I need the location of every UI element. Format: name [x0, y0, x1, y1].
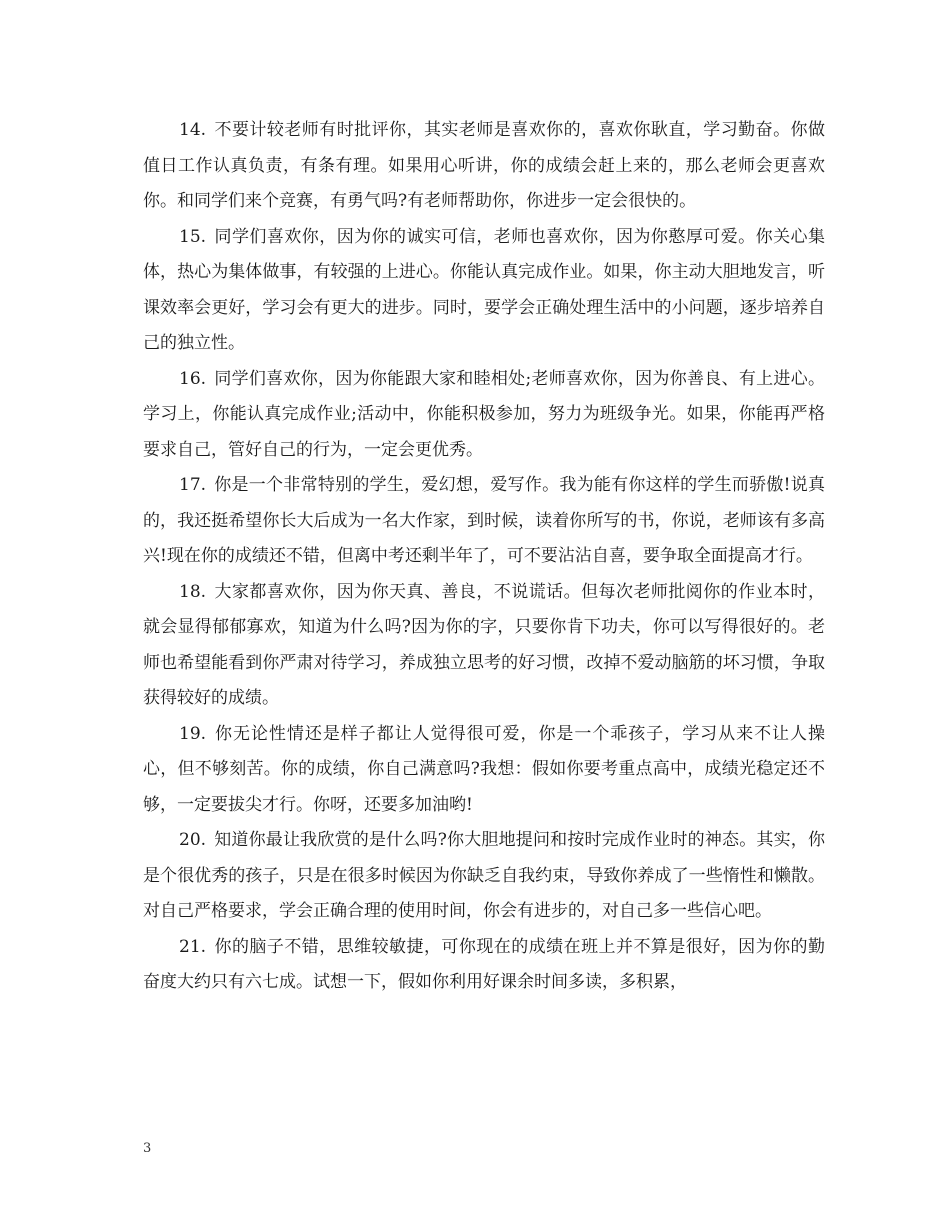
paragraph-number: 21.	[179, 936, 207, 957]
paragraph-text: 你是一个非常特别的学生，爱幻想，爱写作。我为能有你这样的学生而骄傲!说真的，我还挺希望你长大后成为一名大作家，到时候，读着你所写的书，你说，老师该有多高兴!现在你的成绩还不错，但离中考还剩半年了，可不要沾沾自喜，要争取全面提高才行。	[143, 475, 825, 566]
paragraph-18	[143, 575, 825, 717]
paragraph-number: 18.	[179, 581, 207, 602]
paragraph-number: 17.	[179, 475, 207, 495]
paragraph-number: 16.	[179, 368, 207, 389]
paragraph-text: 知道你最让我欣赏的是什么吗?你大胆地提问和按时完成作业时的神态。其实，你是个很优秀的孩子，只是在很多时候因为你缺乏自我约束，导致你养成了一些惰性和懒散。对自己严格要求，学会正确合理的使用时间，你会有进步的，对自己多一些信心吧。	[143, 830, 825, 921]
paragraph-number: 15.	[179, 226, 207, 247]
document-body	[143, 113, 825, 1001]
page-number: 3	[143, 1141, 152, 1156]
paragraph-15	[143, 220, 825, 362]
paragraph-16	[143, 362, 825, 469]
paragraph-14	[143, 113, 825, 220]
paragraph-17	[143, 468, 825, 575]
paragraph-20	[143, 823, 825, 930]
paragraph-number: 20.	[179, 830, 207, 850]
paragraph-number: 19.	[179, 723, 207, 744]
paragraph-text: 同学们喜欢你，因为你能跟大家和睦相处;老师喜欢你，因为你善良、有上进心。学习上，你能认真完成作业;活动中，你能积极参加，努力为班级争光。如果，你能再严格要求自己，管好自己的行为，一定会更优秀。	[143, 368, 825, 460]
paragraph-text: 大家都喜欢你，因为你天真、善良，不说谎话。但每次老师批阅你的作业本时，就会显得郁郁寡欢，知道为什么吗?因为你的字，只要你肯下功夫，你可以写得很好的。老师也希望能看到你严肃对待学习，养成独立思考的好习惯，改掉不爱动脑筋的坏习惯，争取获得较好的成绩。	[143, 581, 825, 708]
paragraph-text: 不要计较老师有时批评你，其实老师是喜欢你的，喜欢你耿直，学习勤奋。你做值日工作认真负责，有条有理。如果用心听讲，你的成绩会赶上来的，那么老师会更喜欢你。和同学们来个竞赛，有勇气吗?有老师帮助你，你进步一定会很快的。	[143, 120, 825, 211]
paragraph-number: 14.	[179, 120, 207, 140]
paragraph-text: 同学们喜欢你，因为你的诚实可信，老师也喜欢你，因为你憨厚可爱。你关心集体，热心为集体做事，有较强的上进心。你能认真完成作业。如果，你主动大胆地发言，听课效率会更好，学习会有更大的进步。同时，要学会正确处理生活中的小问题，逐步培养自己的独立性。	[143, 226, 825, 353]
paragraph-19	[143, 717, 825, 824]
paragraph-text: 你的脑子不错，思维较敏捷，可你现在的成绩在班上并不算是很好，因为你的勤奋度大约只有六七成。试想一下，假如你利用好课余时间多读，多积累，	[143, 936, 825, 992]
paragraph-21	[143, 930, 825, 1001]
paragraph-text: 你无论性情还是样子都让人觉得很可爱，你是一个乖孩子，学习从来不让人操心，但不够刻苦。你的成绩，你自己满意吗?我想：假如你要考重点高中，成绩光稳定还不够，一定要拔尖才行。你呀，还要多加油哟!	[143, 723, 825, 815]
